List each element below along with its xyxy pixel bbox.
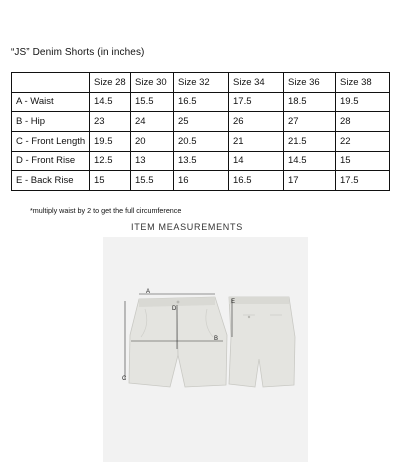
table-row	[12, 171, 390, 191]
table-row	[12, 131, 390, 151]
size-header: Size 34	[229, 73, 284, 93]
row-label: E - Back Rise	[12, 171, 90, 191]
table-cell: 14.5	[284, 151, 336, 171]
table-cell: 15	[90, 171, 131, 191]
table-cell: 21.5	[284, 131, 336, 151]
size-header: Size 38	[336, 73, 390, 93]
size-chart-table	[11, 72, 390, 191]
table-row	[12, 112, 390, 132]
table-cell: 12.5	[90, 151, 131, 171]
table-cell: 27	[284, 112, 336, 132]
shorts-diagram	[103, 237, 308, 462]
table-cell: 17.5	[229, 92, 284, 112]
table-cell: 18.5	[284, 92, 336, 112]
size-header: Size 32	[174, 73, 229, 93]
row-label: C - Front Length	[12, 131, 90, 151]
table-cell: 16.5	[174, 92, 229, 112]
back-shorts-illustration	[229, 297, 295, 387]
table-cell: 25	[174, 112, 229, 132]
table-cell: 20.5	[174, 131, 229, 151]
table-cell: 24	[131, 112, 174, 132]
table-header-row	[12, 73, 390, 93]
table-cell: 19.5	[336, 92, 390, 112]
table-cell: 22	[336, 131, 390, 151]
size-header: Size 30	[131, 73, 174, 93]
row-label: A - Waist	[12, 92, 90, 112]
row-label: B - Hip	[12, 112, 90, 132]
size-header: Size 28	[90, 73, 131, 93]
table-cell: 28	[336, 112, 390, 132]
measurement-label-e: E	[231, 299, 236, 305]
table-cell: 26	[229, 112, 284, 132]
waist-footnote: *multiply waist by 2 to get the full circumference	[30, 206, 182, 215]
row-label: D - Front Rise	[12, 151, 90, 171]
item-measurements-heading: ITEM MEASUREMENTS	[131, 222, 243, 232]
size-header: Size 36	[284, 73, 336, 93]
table-cell: 17.5	[336, 171, 390, 191]
shorts-measurement-photo	[103, 237, 308, 462]
table-cell: 16.5	[229, 171, 284, 191]
table-cell: 17	[284, 171, 336, 191]
front-shorts-illustration	[129, 297, 227, 387]
table-cell: 16	[174, 171, 229, 191]
measurement-label-d: D	[172, 306, 177, 312]
measurement-label-a: A	[146, 289, 151, 295]
measurement-label-c: C	[122, 376, 127, 382]
measurement-label-b: B	[214, 336, 219, 342]
table-cell: 13.5	[174, 151, 229, 171]
table-cell: 21	[229, 131, 284, 151]
table-corner-cell	[12, 73, 90, 93]
table-cell: 19.5	[90, 131, 131, 151]
table-cell: 15.5	[131, 92, 174, 112]
table-row	[12, 92, 390, 112]
table-cell: 13	[131, 151, 174, 171]
table-cell: 15.5	[131, 171, 174, 191]
size-chart-title: “JS” Denim Shorts (in inches)	[11, 47, 145, 58]
table-cell: 15	[336, 151, 390, 171]
table-cell: 23	[90, 112, 131, 132]
table-cell: 14	[229, 151, 284, 171]
table-cell: 14.5	[90, 92, 131, 112]
table-row	[12, 151, 390, 171]
table-cell: 20	[131, 131, 174, 151]
